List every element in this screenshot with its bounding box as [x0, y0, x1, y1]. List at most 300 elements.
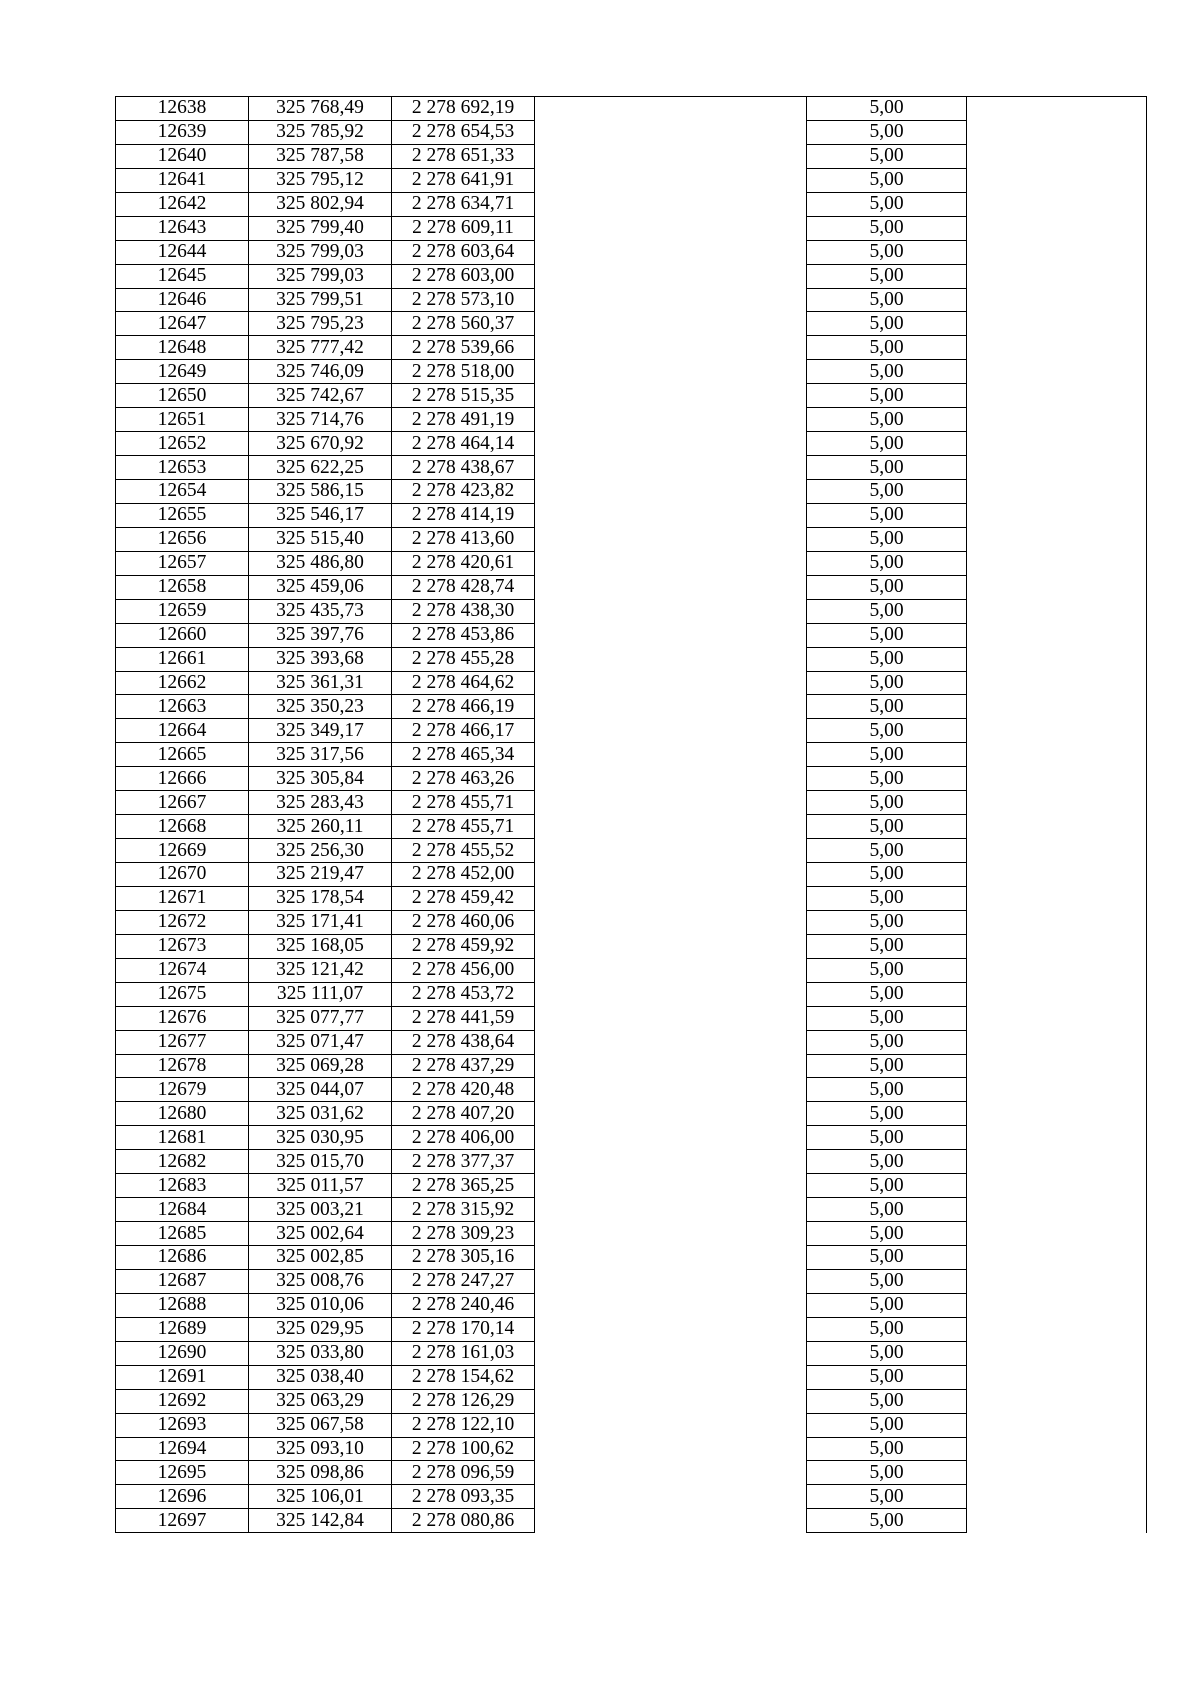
value-cell: 5,00: [807, 767, 967, 791]
y-coordinate-cell: 2 278 100,62: [392, 1437, 535, 1461]
empty-cell: [967, 503, 1147, 527]
value-cell: 5,00: [807, 599, 967, 623]
y-coordinate-cell: 2 278 464,62: [392, 671, 535, 695]
table-row: [116, 1246, 1147, 1270]
table-row: [116, 1485, 1147, 1509]
y-coordinate-cell: 2 278 414,19: [392, 503, 535, 527]
empty-cell: [535, 192, 807, 216]
empty-cell: [967, 144, 1147, 168]
y-coordinate-cell: 2 278 377,37: [392, 1150, 535, 1174]
x-coordinate-cell: 325 486,80: [249, 551, 392, 575]
value-cell: 5,00: [807, 312, 967, 336]
value-cell: 5,00: [807, 384, 967, 408]
empty-cell: [535, 1293, 807, 1317]
point-number-cell: 12664: [116, 719, 249, 743]
point-number-cell: 12657: [116, 551, 249, 575]
point-number-cell: 12695: [116, 1461, 249, 1485]
y-coordinate-cell: 2 278 305,16: [392, 1246, 535, 1270]
empty-cell: [967, 743, 1147, 767]
empty-cell: [535, 910, 807, 934]
empty-cell: [535, 1174, 807, 1198]
empty-cell: [535, 480, 807, 504]
point-number-cell: 12644: [116, 240, 249, 264]
table-row: [116, 982, 1147, 1006]
value-cell: 5,00: [807, 623, 967, 647]
table-row: [116, 1198, 1147, 1222]
x-coordinate-cell: 325 178,54: [249, 886, 392, 910]
table-row: [116, 456, 1147, 480]
empty-cell: [967, 1485, 1147, 1509]
x-coordinate-cell: 325 802,94: [249, 192, 392, 216]
x-coordinate-cell: 325 746,09: [249, 360, 392, 384]
empty-cell: [535, 1365, 807, 1389]
empty-cell: [535, 1102, 807, 1126]
y-coordinate-cell: 2 278 096,59: [392, 1461, 535, 1485]
value-cell: 5,00: [807, 456, 967, 480]
point-number-cell: 12647: [116, 312, 249, 336]
empty-cell: [535, 336, 807, 360]
point-number-cell: 12660: [116, 623, 249, 647]
y-coordinate-cell: 2 278 692,19: [392, 97, 535, 121]
point-number-cell: 12677: [116, 1030, 249, 1054]
empty-cell: [535, 360, 807, 384]
empty-cell: [535, 1222, 807, 1246]
value-cell: 5,00: [807, 1150, 967, 1174]
y-coordinate-cell: 2 278 460,06: [392, 910, 535, 934]
table-row: [116, 503, 1147, 527]
empty-cell: [967, 1341, 1147, 1365]
point-number-cell: 12672: [116, 910, 249, 934]
table-row: [116, 839, 1147, 863]
y-coordinate-cell: 2 278 539,66: [392, 336, 535, 360]
point-number-cell: 12638: [116, 97, 249, 121]
empty-cell: [967, 1246, 1147, 1270]
empty-cell: [967, 791, 1147, 815]
point-number-cell: 12656: [116, 527, 249, 551]
empty-cell: [967, 1078, 1147, 1102]
empty-cell: [967, 1365, 1147, 1389]
value-cell: 5,00: [807, 288, 967, 312]
x-coordinate-cell: 325 546,17: [249, 503, 392, 527]
value-cell: 5,00: [807, 1293, 967, 1317]
empty-cell: [967, 934, 1147, 958]
empty-cell: [967, 839, 1147, 863]
value-cell: 5,00: [807, 360, 967, 384]
empty-cell: [967, 240, 1147, 264]
value-cell: 5,00: [807, 886, 967, 910]
table-row: [116, 97, 1147, 121]
value-cell: 5,00: [807, 1222, 967, 1246]
value-cell: 5,00: [807, 1317, 967, 1341]
empty-cell: [535, 120, 807, 144]
empty-cell: [967, 432, 1147, 456]
empty-cell: [967, 695, 1147, 719]
value-cell: 5,00: [807, 1365, 967, 1389]
empty-cell: [967, 863, 1147, 887]
point-number-cell: 12651: [116, 408, 249, 432]
y-coordinate-cell: 2 278 093,35: [392, 1485, 535, 1509]
point-number-cell: 12679: [116, 1078, 249, 1102]
value-cell: 5,00: [807, 408, 967, 432]
value-cell: 5,00: [807, 1030, 967, 1054]
table-row: [116, 719, 1147, 743]
empty-cell: [535, 791, 807, 815]
table-row: [116, 695, 1147, 719]
table-row: [116, 384, 1147, 408]
point-number-cell: 12697: [116, 1509, 249, 1533]
empty-cell: [967, 1437, 1147, 1461]
table-row: [116, 910, 1147, 934]
y-coordinate-cell: 2 278 247,27: [392, 1269, 535, 1293]
point-number-cell: 12689: [116, 1317, 249, 1341]
x-coordinate-cell: 325 010,06: [249, 1293, 392, 1317]
empty-cell: [967, 384, 1147, 408]
empty-cell: [967, 1293, 1147, 1317]
table-row: [116, 1341, 1147, 1365]
y-coordinate-cell: 2 278 438,30: [392, 599, 535, 623]
table-row: [116, 1174, 1147, 1198]
y-coordinate-cell: 2 278 309,23: [392, 1222, 535, 1246]
table-row: [116, 647, 1147, 671]
y-coordinate-cell: 2 278 407,20: [392, 1102, 535, 1126]
table-row: [116, 1030, 1147, 1054]
empty-cell: [967, 97, 1147, 121]
empty-cell: [535, 599, 807, 623]
table-row: [116, 575, 1147, 599]
empty-cell: [535, 982, 807, 1006]
empty-cell: [967, 527, 1147, 551]
y-coordinate-cell: 2 278 464,14: [392, 432, 535, 456]
value-cell: 5,00: [807, 1054, 967, 1078]
x-coordinate-cell: 325 714,76: [249, 408, 392, 432]
empty-cell: [967, 1054, 1147, 1078]
point-number-cell: 12659: [116, 599, 249, 623]
value-cell: 5,00: [807, 719, 967, 743]
table-row: [116, 1102, 1147, 1126]
empty-cell: [535, 264, 807, 288]
empty-cell: [967, 719, 1147, 743]
value-cell: 5,00: [807, 120, 967, 144]
y-coordinate-cell: 2 278 441,59: [392, 1006, 535, 1030]
y-coordinate-cell: 2 278 423,82: [392, 480, 535, 504]
value-cell: 5,00: [807, 1389, 967, 1413]
point-number-cell: 12653: [116, 456, 249, 480]
value-cell: 5,00: [807, 1269, 967, 1293]
y-coordinate-cell: 2 278 428,74: [392, 575, 535, 599]
point-number-cell: 12673: [116, 934, 249, 958]
empty-cell: [535, 1246, 807, 1270]
table-row: [116, 1317, 1147, 1341]
point-number-cell: 12681: [116, 1126, 249, 1150]
table-row: [116, 863, 1147, 887]
empty-cell: [535, 647, 807, 671]
table-row: [116, 1222, 1147, 1246]
x-coordinate-cell: 325 799,40: [249, 216, 392, 240]
point-number-cell: 12648: [116, 336, 249, 360]
y-coordinate-cell: 2 278 455,28: [392, 647, 535, 671]
x-coordinate-cell: 325 350,23: [249, 695, 392, 719]
value-cell: 5,00: [807, 1413, 967, 1437]
y-coordinate-cell: 2 278 438,67: [392, 456, 535, 480]
empty-cell: [535, 1509, 807, 1533]
y-coordinate-cell: 2 278 491,19: [392, 408, 535, 432]
point-number-cell: 12643: [116, 216, 249, 240]
x-coordinate-cell: 325 015,70: [249, 1150, 392, 1174]
value-cell: 5,00: [807, 695, 967, 719]
x-coordinate-cell: 325 742,67: [249, 384, 392, 408]
table-row: [116, 120, 1147, 144]
point-number-cell: 12669: [116, 839, 249, 863]
y-coordinate-cell: 2 278 437,29: [392, 1054, 535, 1078]
value-cell: 5,00: [807, 934, 967, 958]
point-number-cell: 12662: [116, 671, 249, 695]
empty-cell: [967, 1413, 1147, 1437]
empty-cell: [967, 1269, 1147, 1293]
empty-cell: [967, 168, 1147, 192]
point-number-cell: 12684: [116, 1198, 249, 1222]
empty-cell: [967, 480, 1147, 504]
y-coordinate-cell: 2 278 651,33: [392, 144, 535, 168]
point-number-cell: 12655: [116, 503, 249, 527]
y-coordinate-cell: 2 278 365,25: [392, 1174, 535, 1198]
y-coordinate-cell: 2 278 240,46: [392, 1293, 535, 1317]
empty-cell: [967, 623, 1147, 647]
table-row: [116, 527, 1147, 551]
value-cell: 5,00: [807, 575, 967, 599]
y-coordinate-cell: 2 278 413,60: [392, 527, 535, 551]
y-coordinate-cell: 2 278 420,48: [392, 1078, 535, 1102]
y-coordinate-cell: 2 278 466,17: [392, 719, 535, 743]
x-coordinate-cell: 325 777,42: [249, 336, 392, 360]
x-coordinate-cell: 325 031,62: [249, 1102, 392, 1126]
table-row: [116, 934, 1147, 958]
y-coordinate-cell: 2 278 452,00: [392, 863, 535, 887]
x-coordinate-cell: 325 168,05: [249, 934, 392, 958]
empty-cell: [535, 886, 807, 910]
value-cell: 5,00: [807, 1126, 967, 1150]
x-coordinate-cell: 325 670,92: [249, 432, 392, 456]
table-row: [116, 1293, 1147, 1317]
y-coordinate-cell: 2 278 459,92: [392, 934, 535, 958]
empty-cell: [535, 934, 807, 958]
table-row: [116, 791, 1147, 815]
point-number-cell: 12674: [116, 958, 249, 982]
x-coordinate-cell: 325 121,42: [249, 958, 392, 982]
empty-cell: [967, 551, 1147, 575]
y-coordinate-cell: 2 278 170,14: [392, 1317, 535, 1341]
x-coordinate-cell: 325 067,58: [249, 1413, 392, 1437]
empty-cell: [535, 863, 807, 887]
table-row: [116, 144, 1147, 168]
empty-cell: [967, 336, 1147, 360]
x-coordinate-cell: 325 795,23: [249, 312, 392, 336]
empty-cell: [535, 1054, 807, 1078]
value-cell: 5,00: [807, 144, 967, 168]
empty-cell: [535, 1078, 807, 1102]
value-cell: 5,00: [807, 240, 967, 264]
table-row: [116, 1437, 1147, 1461]
value-cell: 5,00: [807, 910, 967, 934]
point-number-cell: 12640: [116, 144, 249, 168]
point-number-cell: 12686: [116, 1246, 249, 1270]
table-row: [116, 336, 1147, 360]
point-number-cell: 12646: [116, 288, 249, 312]
value-cell: 5,00: [807, 671, 967, 695]
value-cell: 5,00: [807, 192, 967, 216]
x-coordinate-cell: 325 435,73: [249, 599, 392, 623]
empty-cell: [535, 1485, 807, 1509]
point-number-cell: 12678: [116, 1054, 249, 1078]
empty-cell: [967, 408, 1147, 432]
empty-cell: [535, 1413, 807, 1437]
point-number-cell: 12671: [116, 886, 249, 910]
x-coordinate-cell: 325 799,03: [249, 264, 392, 288]
value-cell: 5,00: [807, 958, 967, 982]
empty-cell: [967, 910, 1147, 934]
point-number-cell: 12667: [116, 791, 249, 815]
value-cell: 5,00: [807, 168, 967, 192]
empty-cell: [967, 1126, 1147, 1150]
point-number-cell: 12690: [116, 1341, 249, 1365]
empty-cell: [535, 408, 807, 432]
value-cell: 5,00: [807, 432, 967, 456]
value-cell: 5,00: [807, 1485, 967, 1509]
x-coordinate-cell: 325 069,28: [249, 1054, 392, 1078]
table-row: [116, 192, 1147, 216]
y-coordinate-cell: 2 278 560,37: [392, 312, 535, 336]
table-row: [116, 623, 1147, 647]
x-coordinate-cell: 325 515,40: [249, 527, 392, 551]
point-number-cell: 12665: [116, 743, 249, 767]
point-number-cell: 12639: [116, 120, 249, 144]
table-row: [116, 1078, 1147, 1102]
table-row: [116, 432, 1147, 456]
point-number-cell: 12670: [116, 863, 249, 887]
x-coordinate-cell: 325 768,49: [249, 97, 392, 121]
table-row: [116, 815, 1147, 839]
empty-cell: [535, 815, 807, 839]
empty-cell: [535, 1126, 807, 1150]
empty-cell: [535, 958, 807, 982]
y-coordinate-cell: 2 278 466,19: [392, 695, 535, 719]
empty-cell: [535, 743, 807, 767]
point-number-cell: 12680: [116, 1102, 249, 1126]
y-coordinate-cell: 2 278 518,00: [392, 360, 535, 384]
y-coordinate-cell: 2 278 465,34: [392, 743, 535, 767]
value-cell: 5,00: [807, 216, 967, 240]
empty-cell: [535, 432, 807, 456]
y-coordinate-cell: 2 278 453,72: [392, 982, 535, 1006]
x-coordinate-cell: 325 171,41: [249, 910, 392, 934]
table-row: [116, 360, 1147, 384]
point-number-cell: 12696: [116, 1485, 249, 1509]
table-row: [116, 1150, 1147, 1174]
y-coordinate-cell: 2 278 609,11: [392, 216, 535, 240]
value-cell: 5,00: [807, 1437, 967, 1461]
point-number-cell: 12668: [116, 815, 249, 839]
y-coordinate-cell: 2 278 420,61: [392, 551, 535, 575]
x-coordinate-cell: 325 260,11: [249, 815, 392, 839]
empty-cell: [535, 1341, 807, 1365]
point-number-cell: 12687: [116, 1269, 249, 1293]
empty-cell: [967, 982, 1147, 1006]
y-coordinate-cell: 2 278 161,03: [392, 1341, 535, 1365]
table-row: [116, 671, 1147, 695]
value-cell: 5,00: [807, 336, 967, 360]
empty-cell: [535, 839, 807, 863]
empty-cell: [535, 767, 807, 791]
value-cell: 5,00: [807, 264, 967, 288]
table-row: [116, 312, 1147, 336]
point-number-cell: 12649: [116, 360, 249, 384]
x-coordinate-cell: 325 283,43: [249, 791, 392, 815]
y-coordinate-cell: 2 278 315,92: [392, 1198, 535, 1222]
empty-cell: [967, 1317, 1147, 1341]
empty-cell: [967, 216, 1147, 240]
empty-cell: [967, 886, 1147, 910]
point-number-cell: 12641: [116, 168, 249, 192]
x-coordinate-cell: 325 098,86: [249, 1461, 392, 1485]
x-coordinate-cell: 325 586,15: [249, 480, 392, 504]
value-cell: 5,00: [807, 982, 967, 1006]
x-coordinate-cell: 325 002,64: [249, 1222, 392, 1246]
y-coordinate-cell: 2 278 515,35: [392, 384, 535, 408]
x-coordinate-cell: 325 011,57: [249, 1174, 392, 1198]
y-coordinate-cell: 2 278 603,64: [392, 240, 535, 264]
point-number-cell: 12676: [116, 1006, 249, 1030]
empty-cell: [535, 1269, 807, 1293]
y-coordinate-cell: 2 278 456,00: [392, 958, 535, 982]
empty-cell: [535, 1389, 807, 1413]
point-number-cell: 12691: [116, 1365, 249, 1389]
value-cell: 5,00: [807, 480, 967, 504]
coordinates-table-body: [116, 97, 1147, 1533]
empty-cell: [535, 456, 807, 480]
point-number-cell: 12652: [116, 432, 249, 456]
empty-cell: [535, 1150, 807, 1174]
y-coordinate-cell: 2 278 126,29: [392, 1389, 535, 1413]
empty-cell: [967, 1389, 1147, 1413]
y-coordinate-cell: 2 278 080,86: [392, 1509, 535, 1533]
point-number-cell: 12692: [116, 1389, 249, 1413]
empty-cell: [535, 384, 807, 408]
empty-cell: [535, 1030, 807, 1054]
empty-cell: [535, 671, 807, 695]
value-cell: 5,00: [807, 863, 967, 887]
y-coordinate-cell: 2 278 453,86: [392, 623, 535, 647]
x-coordinate-cell: 325 077,77: [249, 1006, 392, 1030]
x-coordinate-cell: 325 787,58: [249, 144, 392, 168]
point-number-cell: 12693: [116, 1413, 249, 1437]
value-cell: 5,00: [807, 1341, 967, 1365]
empty-cell: [535, 719, 807, 743]
empty-cell: [535, 1006, 807, 1030]
table-row: [116, 1126, 1147, 1150]
table-row: [116, 240, 1147, 264]
value-cell: 5,00: [807, 743, 967, 767]
x-coordinate-cell: 325 795,12: [249, 168, 392, 192]
value-cell: 5,00: [807, 1078, 967, 1102]
point-number-cell: 12642: [116, 192, 249, 216]
table-row: [116, 1365, 1147, 1389]
x-coordinate-cell: 325 799,51: [249, 288, 392, 312]
point-number-cell: 12688: [116, 1293, 249, 1317]
empty-cell: [535, 288, 807, 312]
value-cell: 5,00: [807, 647, 967, 671]
empty-cell: [967, 575, 1147, 599]
value-cell: 5,00: [807, 815, 967, 839]
y-coordinate-cell: 2 278 459,42: [392, 886, 535, 910]
